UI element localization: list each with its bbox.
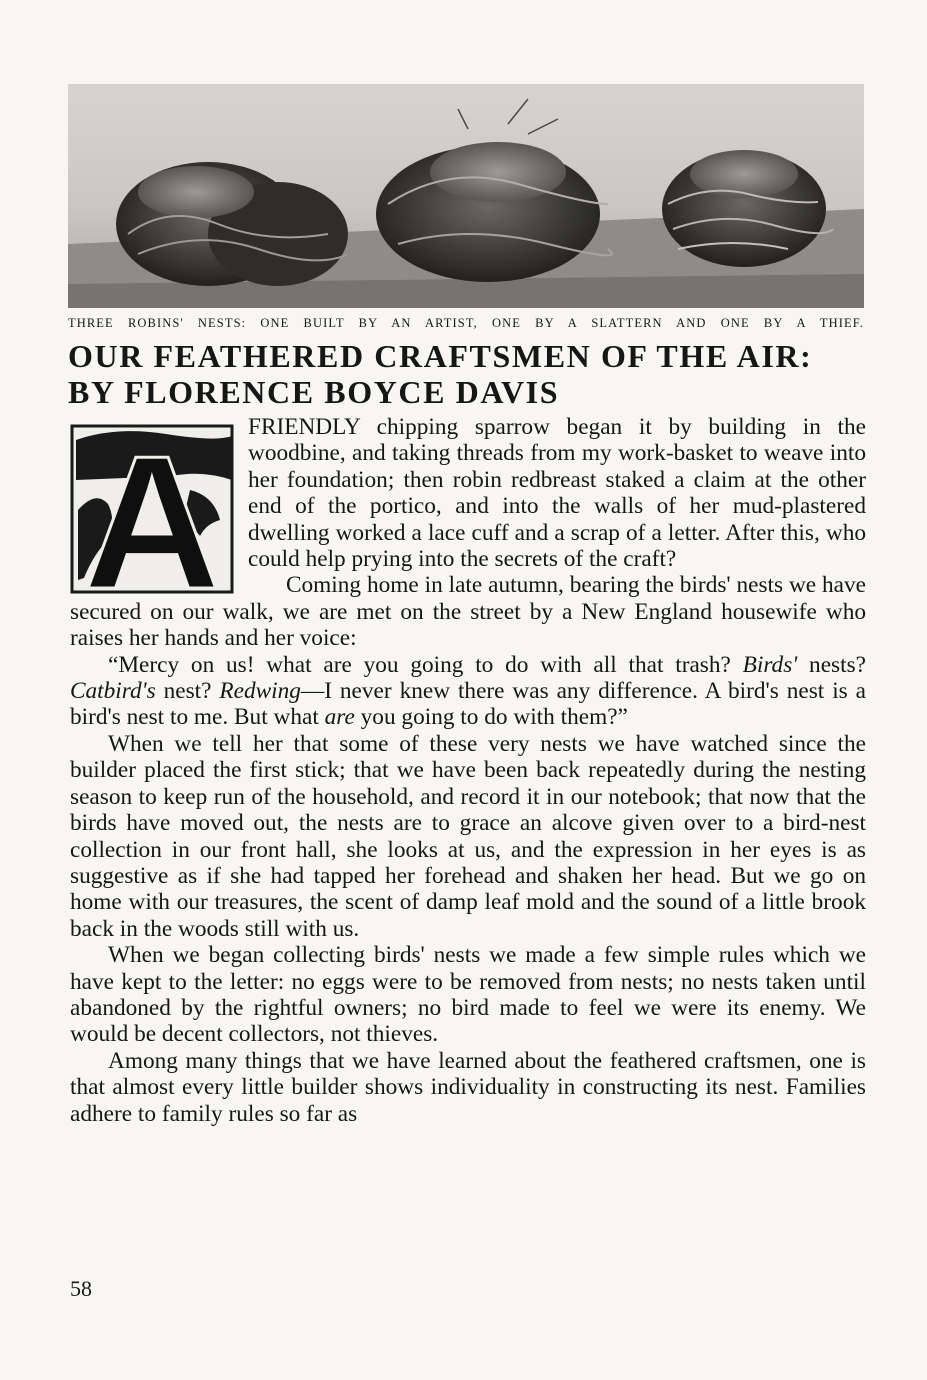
page-number: 58 xyxy=(70,1276,92,1301)
article-body xyxy=(70,414,866,1127)
paragraph-1: FRIENDLY chipping sparrow began it by building in the woodbine, and taking threads from my work-basket to weave into her foundation; then robin redbreast staked a claim at the other end of the portico, and into the walls of her mud-plastered dwelling worked a lace cuff and a scrap of a letter. After this, who could help prying into the secrets of the craft? xyxy=(248,414,866,573)
paragraph-2: Coming home in late autumn, bearing the birds' nests we have secured on our walk, we are met on the street by a New England housewife who raises her hands and her voice: xyxy=(70,572,866,652)
figure-caption: THREE ROBINS' NESTS: ONE BUILT BY AN ARTIST, ONE BY A SLATTERN AND ONE BY A THIEF. xyxy=(68,316,864,330)
title-line-2: BY FLORENCE BOYCE DAVIS xyxy=(68,374,560,410)
paragraph-3: “Mercy on us! what are you going to do with all that trash? Birds' nests? Catbird's nest? Redwing—I never knew there was any difference. A bird's nest is a bird's nest to me. But what are you going to do with them?” xyxy=(70,651,866,731)
paragraph-6: Among many things that we have learned about the feathered craftsmen, one is that almost every little builder shows individuality in constructing its nest. Families adhere to family rules so far as xyxy=(70,1047,866,1127)
decorated-initial-a xyxy=(70,420,236,596)
article-title xyxy=(68,338,868,410)
title-line-1: OUR FEATHERED CRAFTSMEN OF THE AIR: xyxy=(68,338,813,374)
drop-cap-letter: A xyxy=(83,420,221,596)
paragraph-4: When we tell her that some of these very nests we have watched since the builder placed the first stick; that we have been back repeatedly during the nesting season to keep run of the household, and record it in our notebook; that now that the birds have moved out, the nests are to grace an alcove given over to a bird-nest collection in our front hall, she looks at us, and the expression in her eyes is as suggestive as if she had tapped her forehead and shaken her head. But we go on home with our treasures, the scent of damp leaf mold and the sound of a little brook back in the woods still with us. xyxy=(70,730,866,942)
nests-photograph xyxy=(68,84,864,308)
paragraph-5: When we began collecting birds' nests we made a few simple rules which we have kept to the letter: no eggs were to be removed from nests; no nests taken until abandoned by the rightful owners; no bird made to feel we were its enemy. We would be decent collectors, not thieves. xyxy=(70,942,866,1048)
